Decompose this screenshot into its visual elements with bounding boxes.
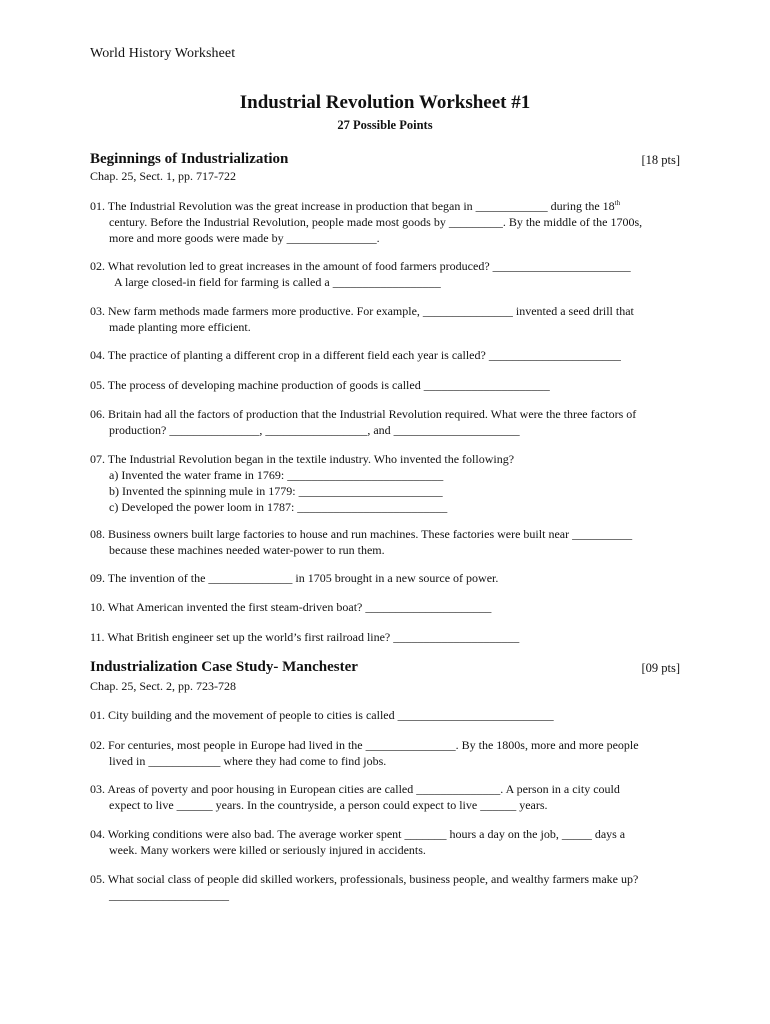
question-text: 05. What social class of people did skilled workers, professionals, business people, and wealthy farmers make up? — [90, 872, 639, 886]
question-1-11 — [90, 629, 680, 645]
chapter-reference: Chap. 25, Sect. 2, pp. 723-728 — [90, 679, 236, 693]
superscript: th — [614, 199, 621, 207]
question-2-01 — [90, 707, 680, 723]
question-1-06 — [90, 406, 680, 438]
question-text: 07. The Industrial Revolution began in the textile industry. Who invented the following? — [90, 452, 515, 466]
question-2-02 — [90, 737, 680, 769]
question-text: 10. What American invented the first steam-driven boat? _____________________ — [90, 600, 492, 614]
question-2-03 — [90, 781, 680, 813]
question-text: 01. The Industrial Revolution was the great increase in production that began in ____________ during the 18 — [90, 199, 615, 213]
question-1-08 — [90, 526, 680, 558]
question-text: 02. For centuries, most people in Europe had lived in the _______________. By the 1800s, more and more people — [90, 738, 639, 752]
question-text: 03. Areas of poverty and poor housing in European cities are called ______________. A person in a city could — [90, 782, 620, 796]
section-title: Industrialization Case Study- Manchester — [90, 659, 358, 675]
question-1-04 — [90, 347, 680, 363]
question-1-02 — [90, 258, 680, 290]
question-text: ____________________ — [109, 888, 229, 902]
question-1-03 — [90, 303, 680, 335]
question-text: more and more goods were made by _______________. — [109, 231, 380, 245]
chapter-reference: Chap. 25, Sect. 1, pp. 717-722 — [90, 169, 236, 183]
page-title: Industrial Revolution Worksheet #1 — [239, 92, 531, 113]
question-text: 09. The invention of the ______________ in 1705 brought in a new source of power. — [90, 571, 499, 585]
question-text: 03. New farm methods made farmers more productive. For example, _______________ invented a seed drill that — [90, 304, 634, 318]
question-text: 04. Working conditions were also bad. The average worker spent _______ hours a day on the job, _____ days a — [90, 827, 626, 841]
section-heading-manchester — [90, 659, 680, 676]
page-header: World History Worksheet — [90, 46, 236, 61]
question-text: 08. Business owners built large factories to house and run machines. These factories were built near __________ — [90, 527, 633, 541]
question-text: 11. What British engineer set up the world’s first railroad line? _____________________ — [90, 630, 520, 644]
question-1-05 — [90, 377, 680, 393]
section-heading-beginnings — [90, 151, 680, 168]
question-subitem-b: b) Invented the spinning mule in 1779: ________________________ — [109, 484, 443, 498]
question-1-01 — [90, 198, 680, 246]
page-subtitle: 27 Possible Points — [337, 118, 433, 132]
section-points: [09 pts] — [641, 661, 680, 675]
question-text: 02. What revolution led to great increases in the amount of food farmers produced? _______________________ — [90, 259, 631, 273]
question-subitem-a: a) Invented the water frame in 1769: __________________________ — [109, 468, 444, 482]
question-text: production? _______________, _________________, and _____________________ — [109, 423, 520, 437]
question-text: 01. City building and the movement of people to cities is called __________________________ — [90, 708, 554, 722]
question-text: 05. The process of developing machine production of goods is called _____________________ — [90, 378, 550, 392]
question-2-05 — [90, 871, 680, 903]
question-2-04 — [90, 826, 680, 858]
question-1-10 — [90, 599, 680, 615]
question-text: 04. The practice of planting a different crop in a different field each year is called? ______________________ — [90, 348, 621, 362]
question-text: 06. Britain had all the factors of production that the Industrial Revolution required. What were the three factors of — [90, 407, 637, 421]
question-text: expect to live ______ years. In the countryside, a person could expect to live ______ years. — [109, 798, 548, 812]
section-title: Beginnings of Industrialization — [90, 151, 289, 167]
question-text: A large closed-in field for farming is called a __________________ — [114, 275, 441, 289]
question-text: week. Many workers were killed or seriously injured in accidents. — [109, 843, 426, 857]
section-points: [18 pts] — [641, 153, 680, 167]
question-text: lived in ____________ where they had come to find jobs. — [109, 754, 387, 768]
question-subitem-c: c) Developed the power loom in 1787: _________________________ — [109, 500, 448, 514]
question-1-09 — [90, 570, 680, 586]
question-text: because these machines needed water-power to run them. — [109, 543, 385, 557]
question-text: made planting more efficient. — [109, 320, 251, 334]
question-1-07 — [90, 451, 680, 515]
question-text: century. Before the Industrial Revolution, people made most goods by _________. By the middle of the 1700s, — [109, 215, 643, 229]
